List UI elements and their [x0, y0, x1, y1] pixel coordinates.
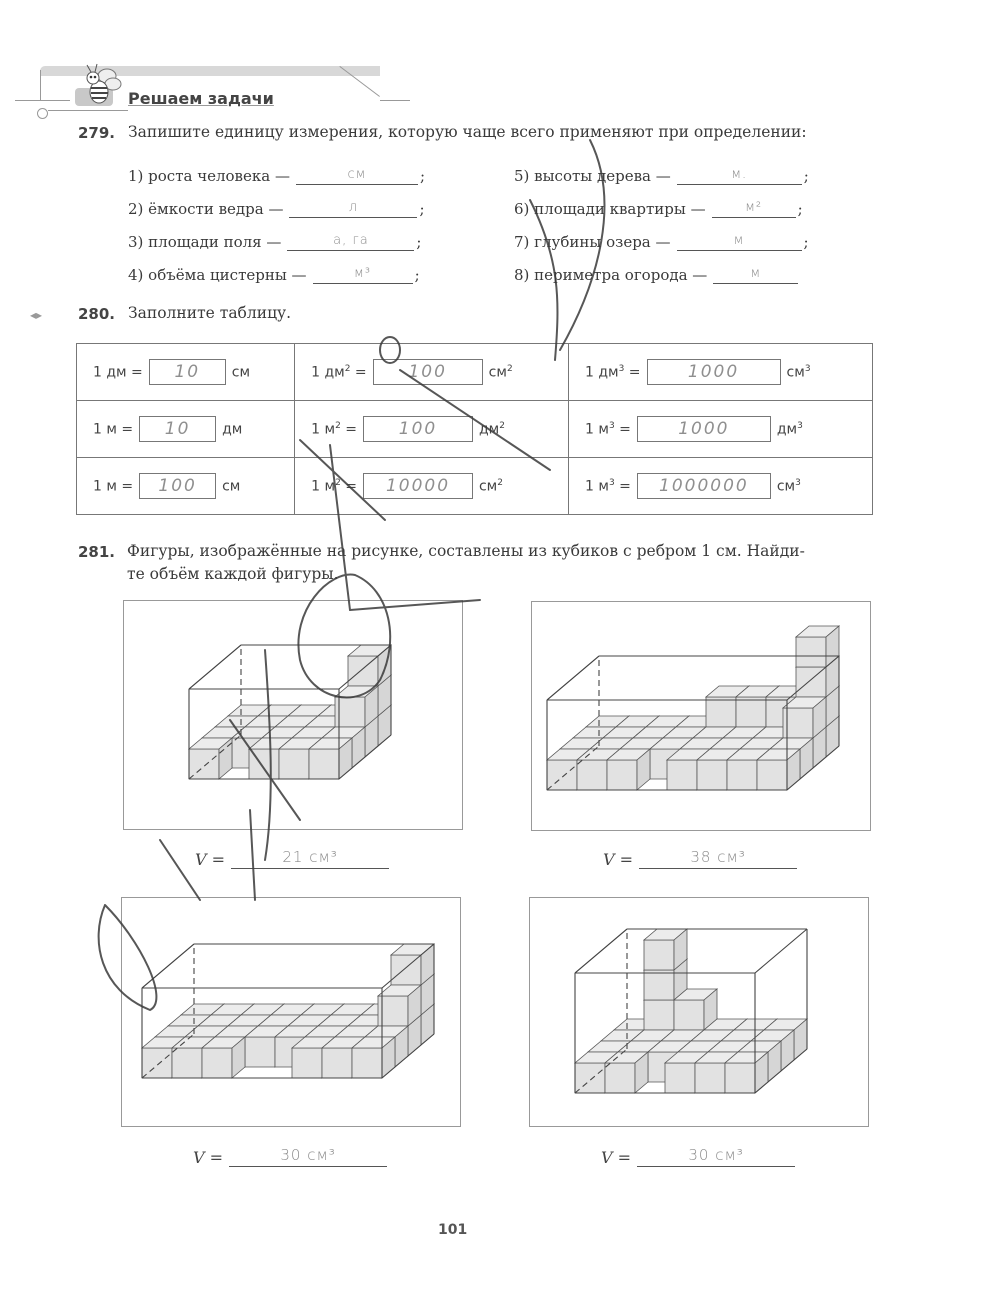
table-cell: [569, 458, 873, 515]
cube-face: [202, 1048, 232, 1078]
equals-sign: =: [211, 850, 226, 869]
cube-face: [577, 760, 607, 790]
handwritten-answer: м³: [354, 266, 372, 281]
answer-field[interactable]: [639, 848, 797, 869]
task-number: 280.: [78, 305, 116, 323]
answer-field[interactable]: [677, 166, 802, 185]
answer-field[interactable]: [231, 848, 389, 869]
handwritten-answer: м: [733, 233, 745, 248]
handwritten-answer: м²: [745, 200, 763, 215]
unit-item: [514, 265, 800, 284]
cube-face: [279, 749, 309, 779]
cube-face: [142, 1048, 172, 1078]
cube-face: [706, 697, 736, 727]
cube-face: [697, 760, 727, 790]
handwritten-answer: 100: [398, 419, 438, 439]
handwritten-answer: 1000: [678, 419, 730, 439]
unit-left: 1 $дм^3$ =: [585, 363, 641, 381]
cube-face: [736, 697, 766, 727]
table-cell: [77, 458, 295, 515]
cube-face: [674, 1000, 704, 1030]
unit-right: $см^2$: [488, 363, 513, 381]
answer-box[interactable]: [363, 416, 473, 442]
task-number: 281.: [78, 543, 116, 561]
page-number: 101: [438, 1222, 468, 1238]
unit-left: 1 дм =: [93, 364, 143, 381]
volume-label: V: [195, 850, 207, 869]
volume-label: V: [603, 850, 615, 869]
handwritten-answer: 100: [408, 362, 447, 382]
cube-face: [575, 1063, 605, 1093]
unit-right: $см^2$: [478, 477, 503, 495]
volume-label: V: [193, 1148, 205, 1167]
answer-box[interactable]: [647, 359, 781, 385]
unit-item-label: 6) площади квартиры —: [514, 200, 706, 218]
box-edge: [755, 929, 807, 973]
answer-box[interactable]: [149, 359, 226, 385]
volume-answer-line: [195, 848, 389, 869]
answer-box[interactable]: [637, 473, 771, 499]
cube-face: [322, 1048, 352, 1078]
punctuation: ;: [414, 266, 420, 284]
unit-left: 1 м =: [93, 421, 134, 438]
handwritten-answer: м: [750, 266, 762, 281]
unit-left: 1 $м^3$ =: [585, 477, 631, 495]
cube-face: [292, 1048, 322, 1078]
cube-figure-3: [121, 897, 461, 1127]
cube-face: [249, 749, 279, 779]
handwritten-answer: 30 см³: [280, 1146, 336, 1164]
cube-face: [607, 760, 637, 790]
handwritten-answer: а, га: [333, 233, 369, 248]
unit-item: [514, 199, 803, 218]
answer-field[interactable]: [287, 232, 414, 251]
box-edge: [575, 929, 627, 973]
unit-item-label: 2) ёмкости ведра —: [128, 200, 284, 218]
conversion-table: [76, 343, 873, 515]
answer-field[interactable]: [712, 199, 796, 218]
section-title: Решаем задачи: [128, 89, 274, 108]
punctuation: ;: [419, 200, 425, 218]
unit-right: $см^3$: [786, 363, 811, 381]
cube-face: [644, 940, 674, 970]
cube-face: [309, 749, 339, 779]
box-edge: [189, 645, 241, 689]
handwritten-answer: м.: [731, 167, 748, 182]
unit-right: см: [222, 478, 241, 495]
answer-field[interactable]: [296, 166, 418, 185]
table-cell: [569, 401, 873, 458]
unit-item: [128, 265, 420, 284]
table-cell: [77, 344, 295, 401]
cube-figure-2: [531, 601, 871, 831]
answer-box[interactable]: [363, 473, 473, 499]
unit-item: [128, 166, 425, 185]
cube-face: [695, 1063, 725, 1093]
equals-sign: =: [209, 1148, 224, 1167]
answer-field[interactable]: [229, 1146, 387, 1167]
unit-item-label: 3) площади поля —: [128, 233, 282, 251]
punctuation: ;: [416, 233, 422, 251]
box-edge: [142, 944, 194, 988]
answer-box[interactable]: [637, 416, 771, 442]
punctuation: ;: [803, 167, 809, 185]
cube-face: [796, 637, 826, 667]
task-prompt: те объём каждой фигуры.: [127, 565, 339, 583]
equals-sign: =: [619, 850, 634, 869]
cube-face: [644, 1000, 674, 1030]
unit-item-label: 7) глубины озера —: [514, 233, 671, 251]
handwritten-answer: 10000: [385, 476, 451, 496]
cube-face: [547, 760, 577, 790]
equals-sign: =: [617, 1148, 632, 1167]
unit-item: [128, 199, 425, 218]
unit-item-label: 4) объёма цистерны —: [128, 266, 307, 284]
handwritten-answer: 1000000: [659, 476, 749, 496]
cube-face: [605, 1063, 635, 1093]
answer-box[interactable]: [373, 359, 483, 385]
punctuation: ;: [803, 233, 809, 251]
handwritten-answer: 100: [158, 476, 197, 496]
table-row: [77, 458, 873, 515]
task-prompt: Заполните таблицу.: [128, 304, 292, 322]
handwritten-answer: 38 см³: [690, 848, 746, 866]
answer-box[interactable]: [139, 473, 216, 499]
cube-figure-1: [123, 600, 463, 830]
volume-answer-line: [601, 1146, 795, 1167]
unit-right: $дм^2$: [478, 420, 505, 438]
volume-answer-line: [603, 848, 797, 869]
cube-face: [757, 760, 787, 790]
cube-face: [727, 760, 757, 790]
handwritten-answer: 10: [164, 419, 191, 439]
table-cell: [295, 458, 569, 515]
handwritten-answer: 1000: [687, 362, 740, 382]
cube-figure-4: [529, 897, 869, 1127]
answer-field[interactable]: [677, 232, 802, 251]
punctuation: ;: [797, 200, 803, 218]
answer-field[interactable]: [713, 265, 798, 284]
table-cell: [295, 344, 569, 401]
volume-answer-line: [193, 1146, 387, 1167]
handwritten-answer: 21 см³: [282, 848, 338, 866]
header-bullet: [37, 108, 48, 119]
bee-icon: [75, 62, 125, 106]
unit-item-label: 5) высоты дерева —: [514, 167, 671, 185]
cube-face: [725, 1063, 755, 1093]
handwritten-answer: 10: [174, 362, 201, 382]
unit-item: [514, 166, 809, 185]
unit-right: дм: [222, 421, 243, 438]
cube-face: [667, 760, 697, 790]
header-divider: [15, 100, 70, 101]
unit-left: 1 $дм^2$ =: [311, 363, 367, 381]
task-prompt: Фигуры, изображённые на рисунке, составлены из кубиков с ребром 1 см. Найди-: [127, 542, 805, 560]
box-edge: [547, 656, 599, 700]
unit-item: [128, 232, 421, 251]
unit-right: $дм^3$: [776, 420, 803, 438]
volume-label: V: [601, 1148, 613, 1167]
answer-field[interactable]: [313, 265, 413, 284]
header-divider: [380, 100, 410, 101]
table-cell: [569, 344, 873, 401]
double-arrow-icon: ◂▸: [30, 308, 43, 322]
handwritten-answer: см: [347, 167, 367, 182]
handwritten-answer: л: [348, 200, 359, 215]
unit-left: 1 $м^2$ =: [311, 477, 357, 495]
unit-item-label: 8) периметра огорода —: [514, 266, 708, 284]
unit-item: [514, 232, 809, 251]
unit-left: 1 $м^2$ =: [311, 420, 357, 438]
table-cell: [77, 401, 295, 458]
cube-face: [665, 1063, 695, 1093]
cube-face: [352, 1048, 382, 1078]
table-cell: [295, 401, 569, 458]
answer-field[interactable]: [637, 1146, 795, 1167]
task-prompt: Запишите единицу измерения, которую чаще всего применяют при определении:: [128, 123, 807, 141]
header-divider: [48, 110, 128, 111]
task-number: 279.: [78, 124, 116, 142]
unit-right: $см^3$: [776, 477, 801, 495]
cube-face: [172, 1048, 202, 1078]
cube-face: [644, 970, 674, 1000]
table-row: [77, 401, 873, 458]
answer-box[interactable]: [139, 416, 216, 442]
unit-left: 1 $м^3$ =: [585, 420, 631, 438]
unit-item-label: 1) роста человека —: [128, 167, 290, 185]
handwritten-answer: 30 см³: [688, 1146, 744, 1164]
punctuation: ;: [419, 167, 426, 185]
unit-left: 1 м =: [93, 478, 134, 495]
answer-field[interactable]: [289, 199, 417, 218]
unit-right: см: [231, 364, 251, 381]
cube-face: [245, 1037, 275, 1067]
table-row: [77, 344, 873, 401]
cube-face: [189, 749, 219, 779]
header-divider: [40, 70, 41, 100]
